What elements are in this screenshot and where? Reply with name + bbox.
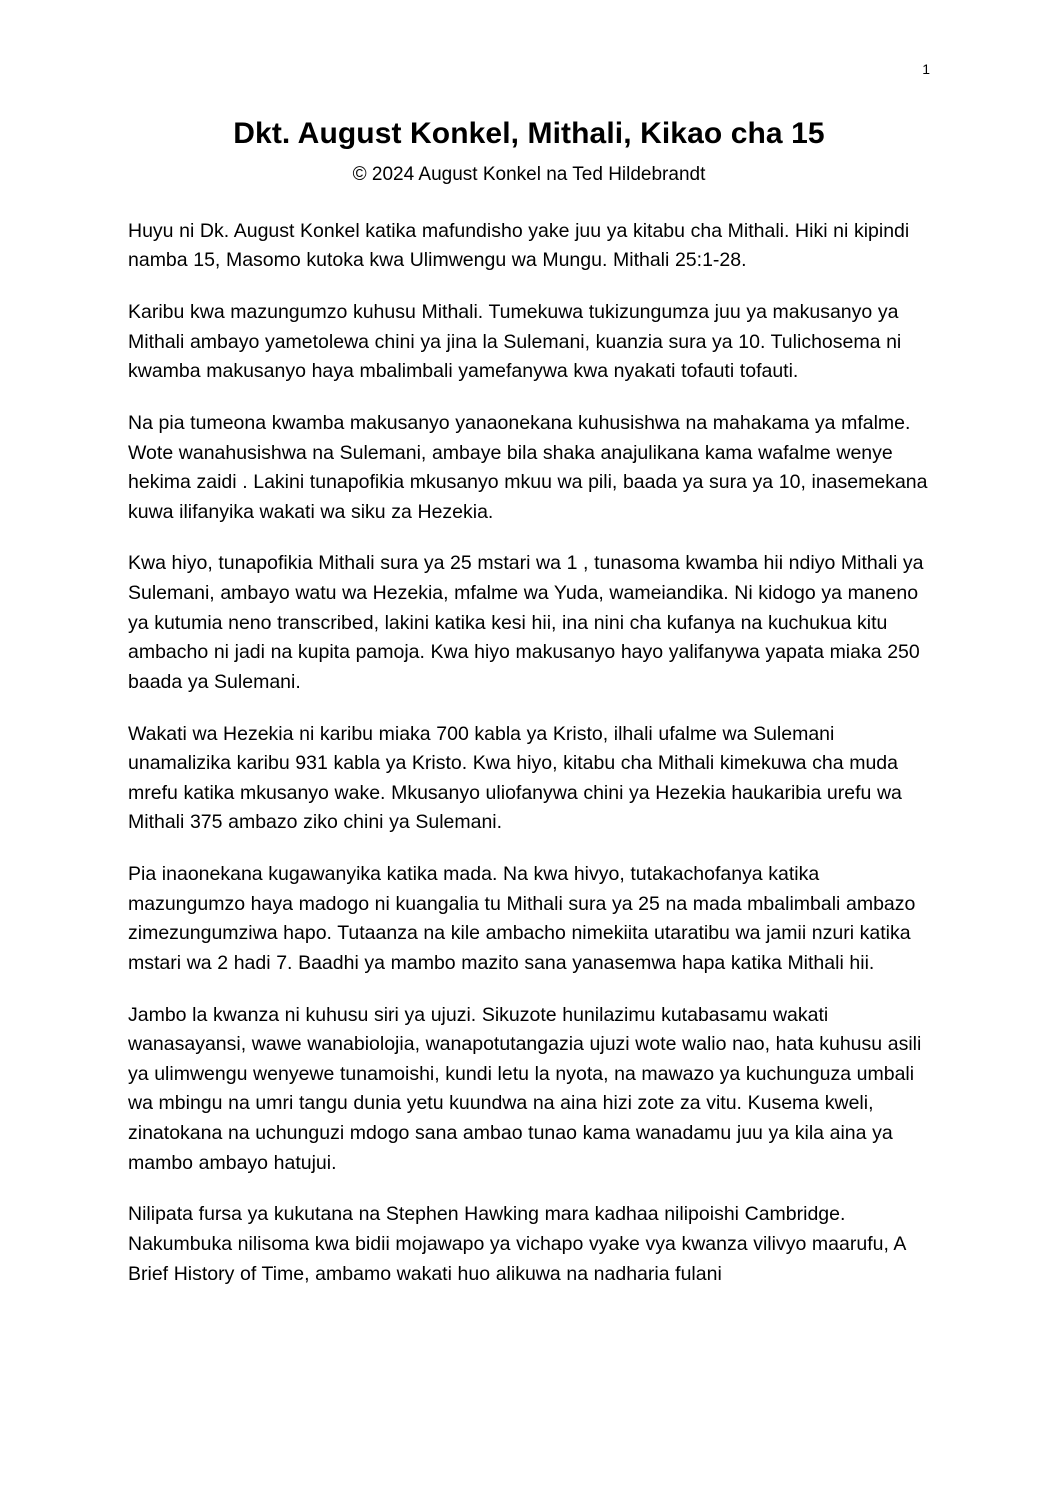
page-title: Dkt. August Konkel, Mithali, Kikao cha 15 — [233, 117, 825, 150]
paragraph: Nilipata fursa ya kukutana na Stephen Hawking mara kadhaa nilipoishi Cambridge. Nakumbuka nilisoma kwa bidii mojawapo ya vichapo vyake vya kwanza vilivyo maarufu, A Brief History of Time, ambamo wakati huo alikuwa na nadharia fulani — [128, 1203, 906, 1285]
paragraph: Jambo la kwanza ni kuhusu siri ya ujuzi. Sikuzote hunilazimu kutabasamu wakati wanasayansi, wawe wanabiolojia, wanapotutangazia ujuzi wote walio nao, hata kuhusu asili ya ulimwengu wenyewe tunamoishi, kundi letu la nyota, na mawazo ya kuchunguza umbali wa mbingu na umri tangu dunia yetu kuundwa na aina hizi zote za vitu. Kusema kweli, zinatokana na uchunguzi mdogo sana ambao tunao kama wanadamu juu ya kila aina ya mambo ambayo hatujui. — [128, 1003, 922, 1174]
document-body — [128, 217, 930, 1289]
page-number: 1 — [922, 61, 930, 77]
paragraph: Karibu kwa mazungumzo kuhusu Mithali. Tumekuwa tukizungumza juu ya makusanyo ya Mithali ambayo yametolewa chini ya jina la Sulemani, kuanzia sura ya 10. Tulichosema ni kwamba makusanyo haya mbalimbali yamefanywa kwa nyakati tofauti tofauti. — [128, 301, 902, 383]
paragraph: Pia inaonekana kugawanyika katika mada. Na kwa hivyo, tutakachofanya katika mazungumzo haya madogo ni kuangalia tu Mithali sura ya 25 na mada mbalimbali ambazo zimezungumziwa hapo. Tutaanza na kile ambacho nimekiita utaratibu wa jamii nzuri katika mstari wa 2 hadi 7. Baadhi ya mambo mazito sana yanasemwa hapa katika Mithali hii. — [128, 863, 916, 974]
paragraph: Wakati wa Hezekia ni karibu miaka 700 kabla ya Kristo, ilhali ufalme wa Sulemani unamalizika karibu 931 kabla ya Kristo. Kwa hiyo, kitabu cha Mithali kimekuwa cha muda mrefu katika mkusanyo wake. Mkusanyo uliofanywa chini ya Hezekia haukaribia urefu wa Mithali 375 ambazo ziko chini ya Sulemani. — [128, 722, 902, 834]
paragraph: Kwa hiyo, tunapofikia Mithali sura ya 25 mstari wa 1 , tunasoma kwamba hii ndiyo Mithali ya Sulemani, ambayo watu wa Hezekia, mfalme wa Yuda, wameiandika. Ni kidogo ya maneno ya kutumia neno transcribed, lakini katika kesi hii, ina nini cha kufanya na kuchukua kitu ambacho ni jadi na kupita pamoja. Kwa hiyo makusanyo hayo yalifanywa yapata miaka 250 baada ya Sulemani. — [128, 552, 924, 693]
paragraph: Huyu ni Dk. August Konkel katika mafundisho yake juu ya kitabu cha Mithali. Hiki ni kipindi namba 15, Masomo kutoka kwa Ulimwengu wa Mungu. Mithali 25:1-28. — [128, 219, 910, 272]
paragraph: Na pia tumeona kwamba makusanyo yanaonekana kuhusishwa na mahakama ya mfalme. Wote wanahusishwa na Sulemani, ambaye bila shaka anajulikana kama wafalme wenye hekima zaidi . Lakini tunapofikia mkusanyo mkuu wa pili, baada ya sura ya 10, inasemekana kuwa ilifanyika wakati wa siku za Hezekia. — [128, 411, 928, 523]
copyright-line: © 2024 August Konkel na Ted Hildebrandt — [352, 164, 706, 185]
